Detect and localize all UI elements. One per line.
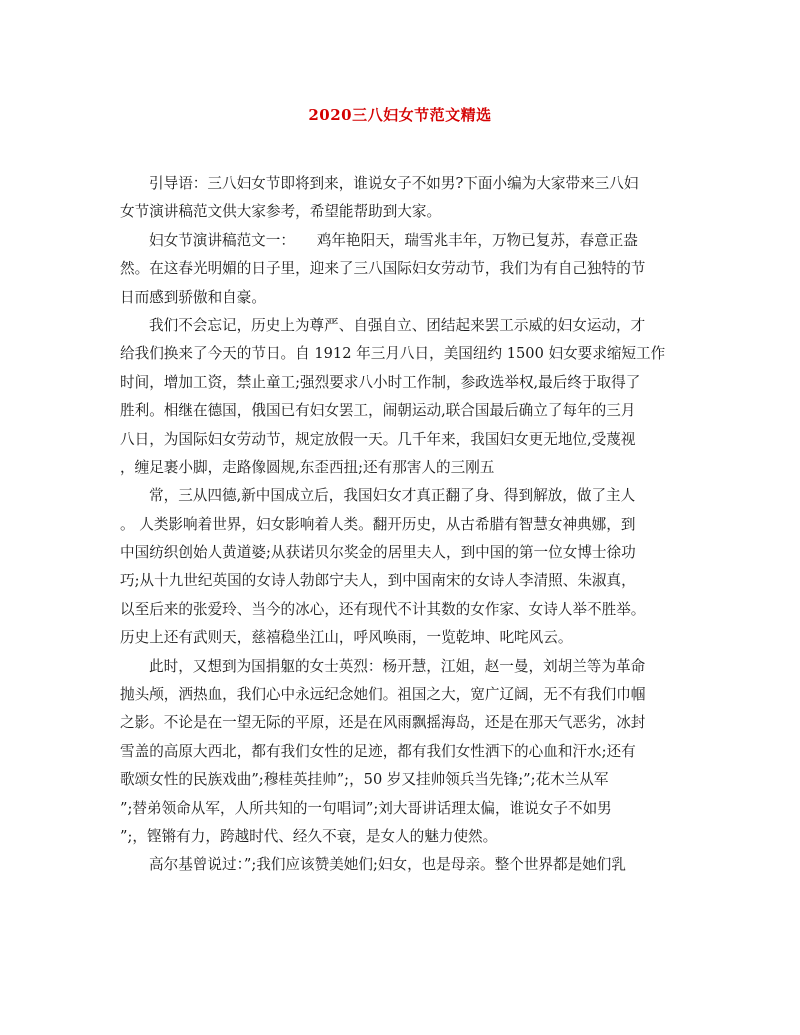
body-line: 女节演讲稿范文供大家参考，希望能帮助到大家。 (120, 203, 442, 221)
body-line: 中国纺织创始人黄道婆;从获诺贝尔奖金的居里夫人，到中国的第一位女博士徐功 (120, 544, 636, 562)
body-line: 歌颂女性的民族戏曲”;穆桂英挂帅”;，50 岁又挂帅领兵当先锋;”;花木兰从军 (120, 771, 609, 789)
body-line: 然。在这春光明媚的日子里，迎来了三八国际妇女劳动节，我们为有自己独特的节 (120, 260, 646, 278)
body-line: 妇女节演讲稿范文一： 鸡年艳阳天，瑞雪兆丰年，万物已复苏，春意正盎 (149, 231, 638, 249)
body-line: 雪盖的高原大西北，都有我们女性的足迹，都有我们女性洒下的心血和汗水;还有 (120, 742, 636, 760)
body-line: 此时，又想到为国捐躯的女士英烈：杨开慧，江姐，赵一曼，刘胡兰等为革命 (149, 657, 646, 675)
body-line: 以至后来的张爱玲、当今的冰心，还有现代不计其数的女作家、女诗人举不胜举。 (120, 600, 646, 618)
body-line: ”;替弟领命从军，人所共知的一句唱词”;刘大哥讲话理太偏，谁说女子不如男 (120, 799, 612, 817)
document-title: 2020三八妇女节范文精选 (308, 106, 492, 124)
body-line: 。 人类影响着世界，妇女影响着人类。翻开历史，从古希腊有智慧女神典娜，到 (120, 515, 636, 533)
body-line: 八日，为国际妇女劳动节，规定放假一天。几千年来，我国妇女更无地位,受蔑视 (120, 430, 636, 448)
body-line: 我们不会忘记，历史上为尊严、自强自立、团结起来罢工示威的妇女运动，才 (149, 316, 646, 334)
body-line: 之影。不论是在一望无际的平原，还是在风雨飘摇海岛，还是在那天气恶劣，冰封 (120, 714, 646, 732)
body-line: 日而感到骄傲和自豪。 (120, 288, 266, 306)
body-line: ，缠足裹小脚，走路像圆规,东歪西扭;还有那害人的三刚五 (120, 458, 495, 476)
document-body (120, 170, 685, 880)
body-line: 抛头颅，洒热血，我们心中永远纪念她们。祖国之大，宽广辽阔，无不有我们巾帼 (120, 686, 646, 704)
body-line: 常，三从四德,新中国成立后，我国妇女才真正翻了身、得到解放，做了主人 (149, 487, 636, 505)
body-line: 给我们换来了今天的节日。自 1912 年三月八日，美国纽约 1500 妇女要求缩短工作 (120, 345, 666, 363)
body-line: 高尔基曾说过：”;我们应该赞美她们;妇女，也是母亲。整个世界都是她们乳 (149, 856, 626, 874)
body-line: 巧;从十九世纪英国的女诗人勃郎宁夫人，到中国南宋的女诗人李清照、朱淑真， (120, 572, 636, 590)
body-line: 引导语：三八妇女节即将到来，谁说女子不如男?下面小编为大家带来三八妇 (149, 175, 639, 192)
body-line: 胜利。相继在德国，俄国已有妇女罢工，闹朝运动,联合国最后确立了每年的三月 (120, 402, 636, 420)
body-line: 历史上还有武则天，慈禧稳坐江山，呼风唤雨，一览乾坤、叱咤风云。 (120, 629, 573, 647)
body-line: 时间，增加工资，禁止童工;强烈要求八小时工作制，参政选举权,最后终于取得了 (120, 373, 641, 391)
body-line: ”;，铿锵有力，跨越时代、经久不衰，是女人的魅力使然。 (120, 827, 498, 845)
